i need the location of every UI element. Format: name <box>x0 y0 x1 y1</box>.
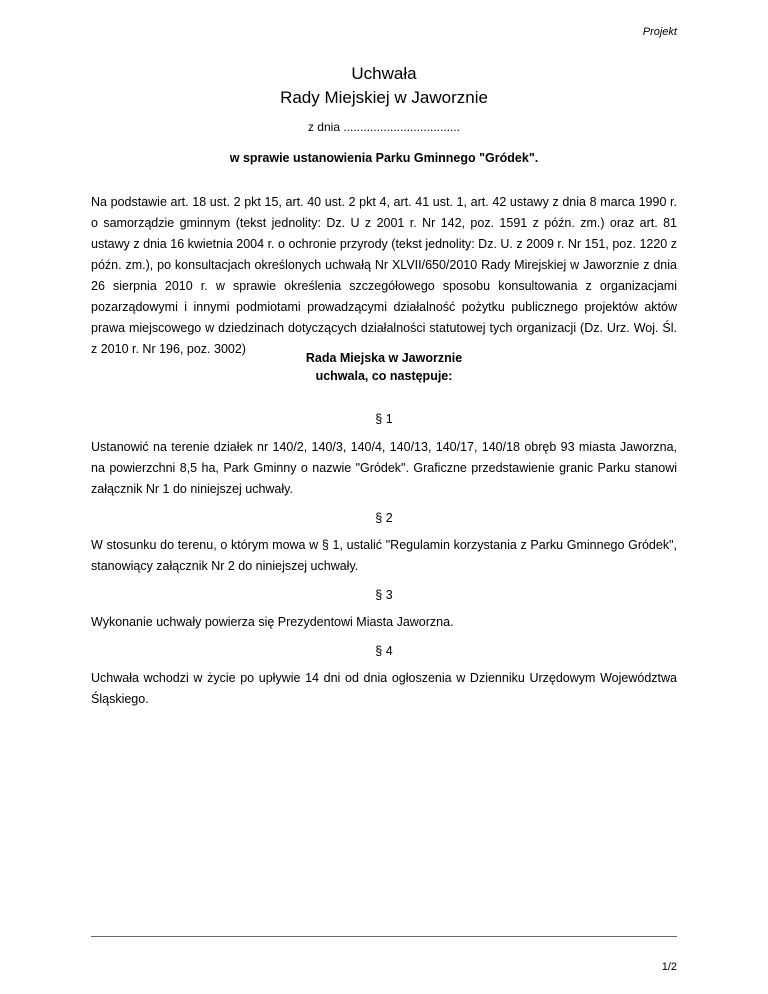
paragraph-4-text: Uchwała wchodzi w życie po upływie 14 dni od dnia ogłoszenia w Dzienniku Urzędowym Województwa Śląskiego. <box>91 671 677 706</box>
paragraph-3-text: Wykonanie uchwały powierza się Prezydentowi Miasta Jaworzna. <box>91 615 454 629</box>
enactment-formula: uchwala, co następuje: <box>315 369 453 383</box>
paragraph-3-heading: § 3 <box>375 588 393 602</box>
council-name: Rada Miejska w Jaworznie <box>305 351 463 365</box>
page-number: 1/2 <box>661 961 677 973</box>
footer-divider <box>91 936 677 937</box>
paragraph-4-heading: § 4 <box>375 644 393 658</box>
draft-label: Projekt <box>642 26 677 38</box>
resolution-subject: w sprawie ustanowienia Parku Gminnego "Gródek". <box>229 151 539 165</box>
paragraph-1-heading: § 1 <box>375 412 393 426</box>
paragraph-1-text: Ustanowić na terenie działek nr 140/2, 140/3, 140/4, 140/13, 140/17, 140/18 obręb 93 miasta Jaworzna, na powierzchni 8,5 ha, Park Gminny o nazwie "Gródek". Graficzne przedstawienie granic Parku stanowi załącznik Nr 1 do niniejszej uchwały. <box>91 440 677 496</box>
issuing-body: Rady Miejskiej w Jaworznie <box>280 88 488 107</box>
paragraph-2-heading: § 2 <box>375 511 393 525</box>
paragraph-2-text: W stosunku do terenu, o którym mowa w § 1, ustalić "Regulamin korzystania z Parku Gminnego Gródek", stanowiący załącznik Nr 2 do niniejszej uchwały. <box>91 538 677 573</box>
date-line: z dnia ................................... <box>307 120 461 134</box>
document-header <box>91 62 677 134</box>
document-title: Uchwała <box>351 64 417 83</box>
legal-basis-preamble: Na podstawie art. 18 ust. 2 pkt 15, art. 40 ust. 2 pkt 4, art. 41 ust. 1, art. 42 ustawy z dnia 8 marca 1990 r. o samorządzie gminnym (tekst jednolity: Dz. U z 2001 r. Nr 142, poz. 1591 z późn. zm.) oraz art. 81 ustawy z dnia 16 kwietnia 2004 r. o ochronie przyrody (tekst jednolity: Dz. U. z 2009 r. Nr 151, poz. 1220 z późn. zm.), po konsultacjach określonych uchwałą Nr XLVII/650/2010 Rady Mirejskiej w Jaworznie z dnia 26 sierpnia 2010 r. w sprawie określenia szczegółowego sposobu konsultowania z organizacjami pozarządowymi i innymi podmiotami prowadzącymi działalność pożytku publicznego projektów aktów prawa miejscowego w dziedzinach dotyczących działalności statutowej tych organizacji (Dz. Urz. Woj. Śl. z 2010 r. Nr 196, poz. 3002) <box>91 195 677 356</box>
council-enactment <box>91 349 677 385</box>
